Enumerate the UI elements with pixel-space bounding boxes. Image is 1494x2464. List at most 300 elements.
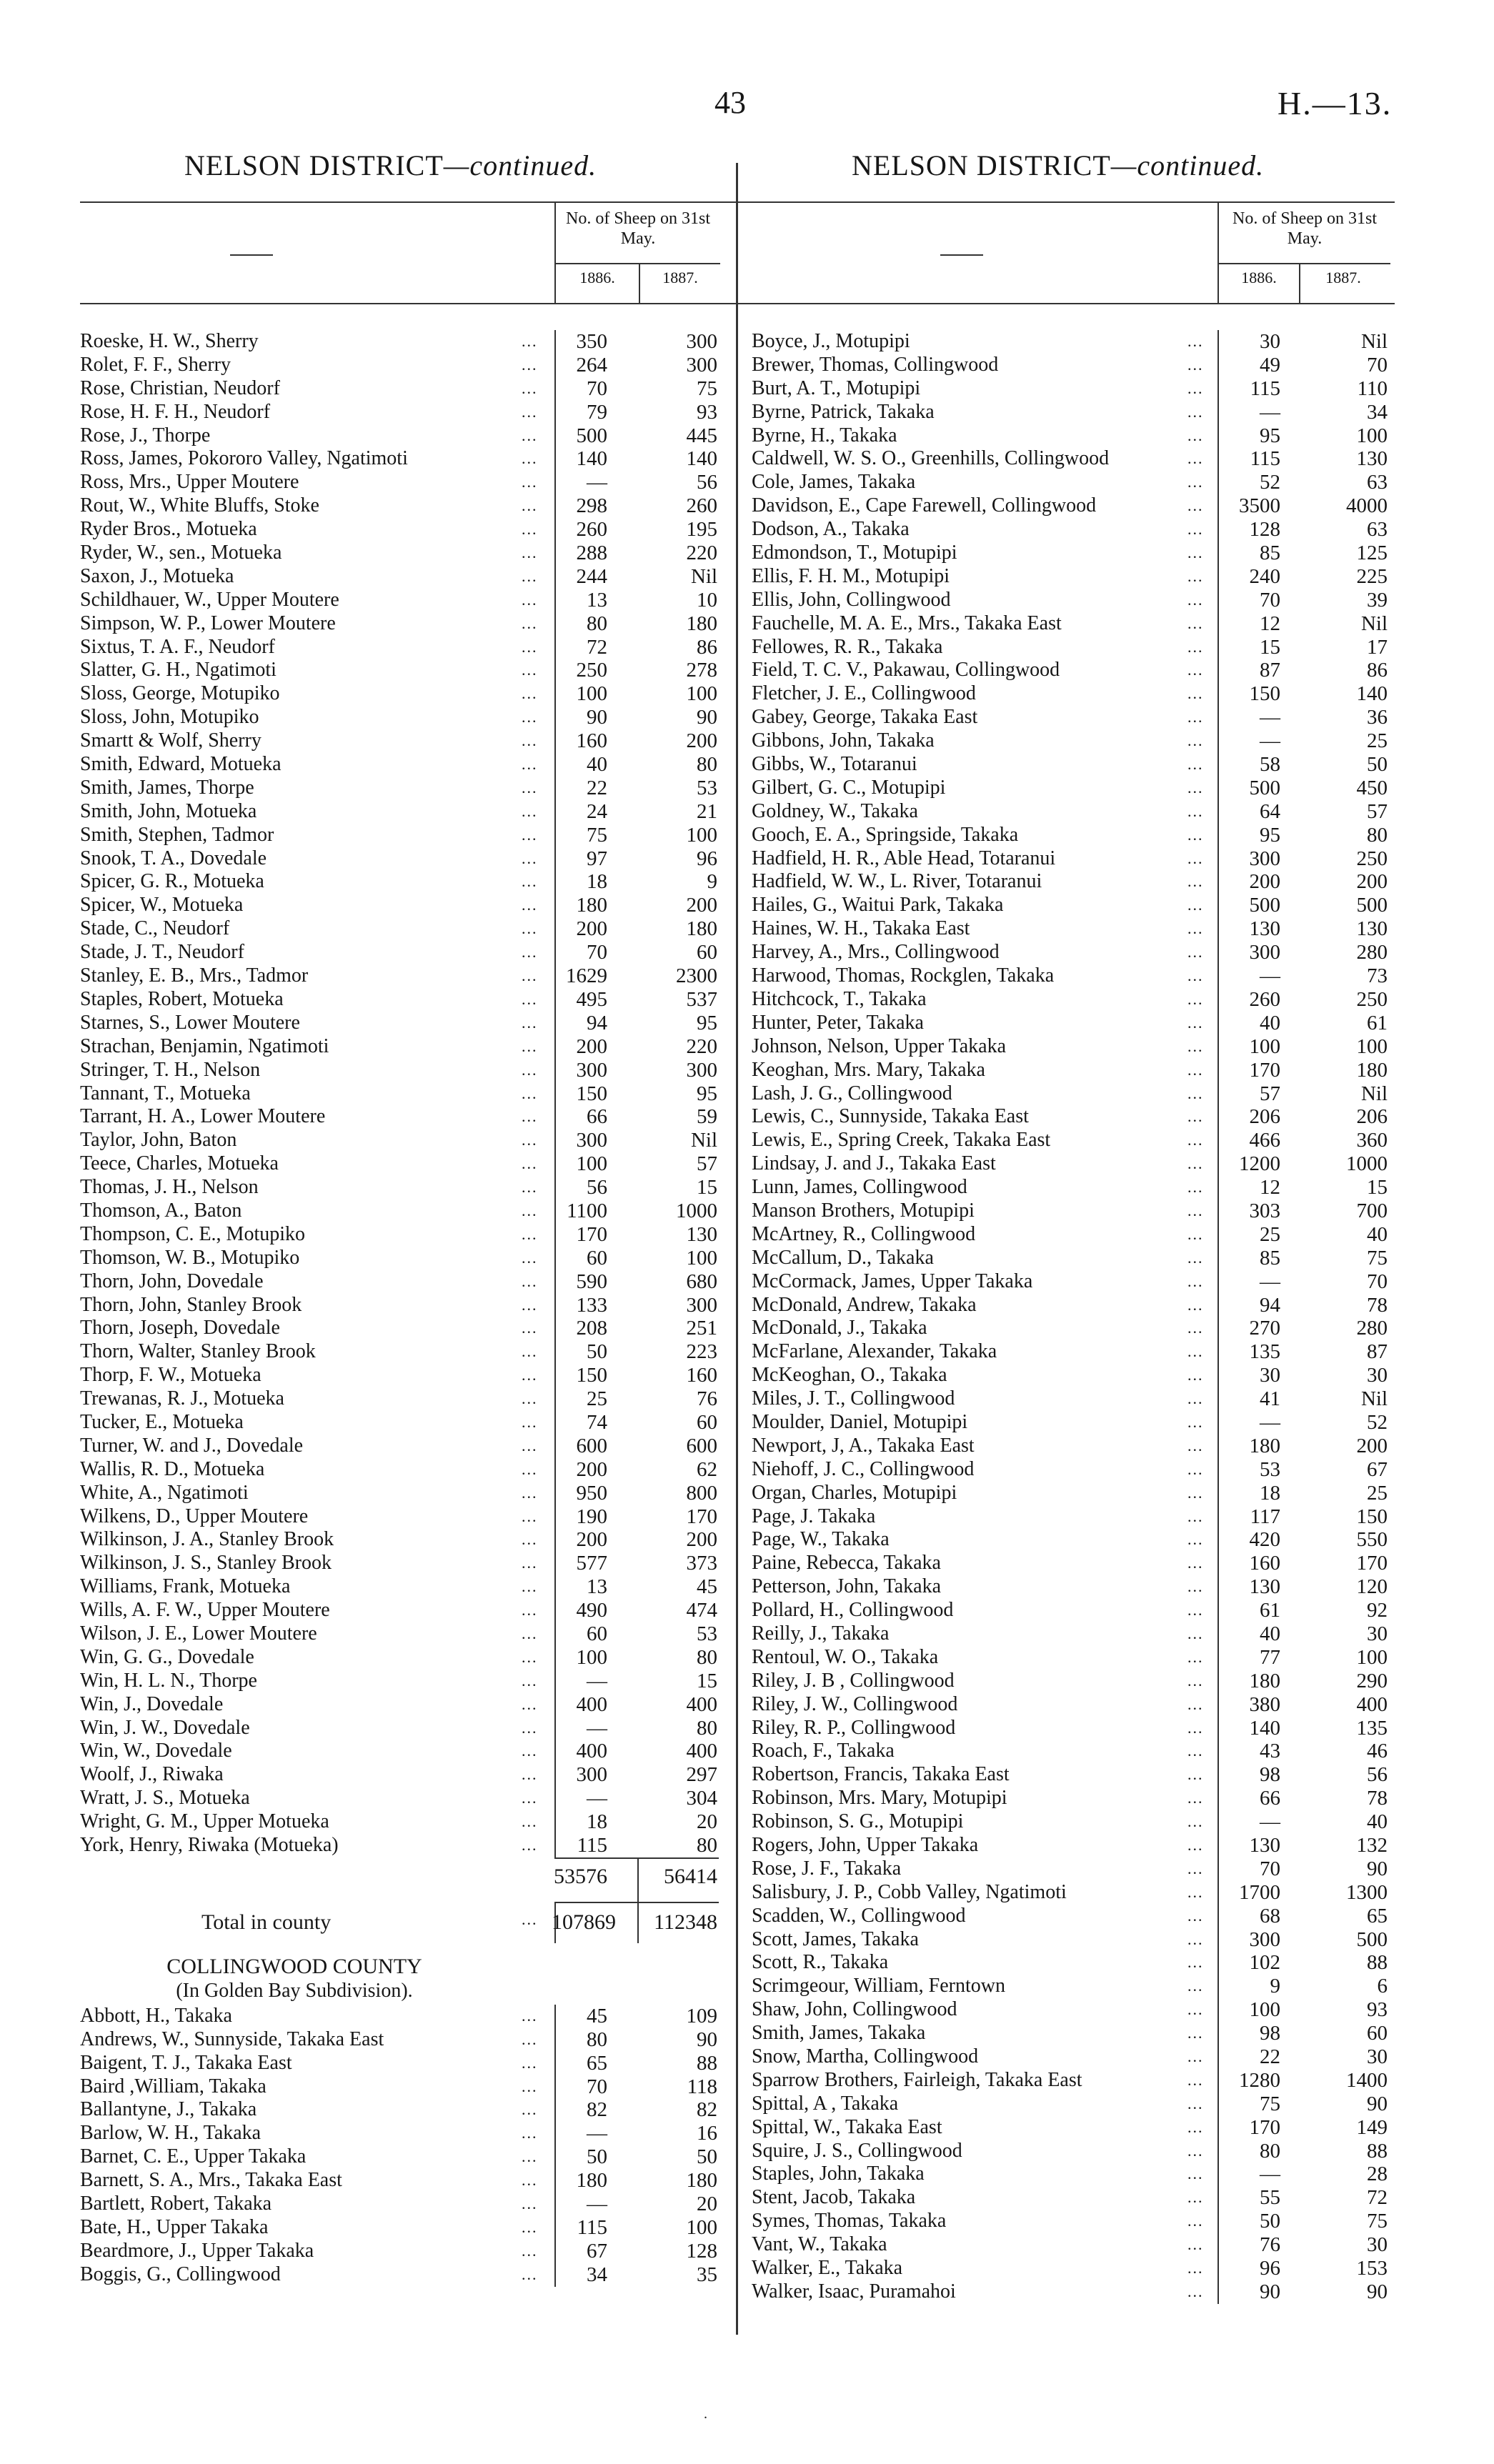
leader-dots: ... [1187, 778, 1204, 797]
owner-name: Bate, H., Upper Takaka [80, 2215, 269, 2238]
owner-name: Turner, W. and J., Dovedale [80, 1434, 304, 1457]
table-row [80, 1387, 757, 1411]
leader-dots: ... [1187, 1154, 1204, 1173]
sheep-1886: 90 [587, 706, 607, 729]
owner-name: Gibbs, W., Totaranui [752, 753, 917, 776]
owner-name: Scadden, W., Collingwood [752, 1904, 966, 1927]
leader-dots: ... [1187, 2070, 1204, 2089]
table-row [80, 729, 757, 753]
column-rule [1217, 682, 1219, 706]
table-row [752, 1387, 1395, 1411]
sheep-1886: 240 [1249, 564, 1280, 588]
leader-dots: ... [522, 1577, 538, 1596]
sheep-1886: 76 [1260, 2233, 1280, 2257]
table-row [752, 2186, 1395, 2210]
table-row [80, 1199, 757, 1223]
table-row [80, 988, 757, 1012]
sheep-1886: — [1260, 1410, 1280, 1434]
leader-dots: ... [522, 2171, 538, 2190]
leader-dots: ... [522, 1013, 538, 1032]
sheep-1887: 80 [697, 1834, 717, 1857]
owner-name: Thorp, F. W., Motueka [80, 1364, 262, 1387]
owner-name: Sloss, George, Motupiko [80, 682, 280, 705]
owner-name: Trewanas, R. J., Motueka [80, 1387, 284, 1410]
sheep-1886: — [587, 2193, 607, 2216]
owner-name: Tannant, T., Motueka [80, 1082, 251, 1104]
owner-name: Ryder Bros., Motueka [80, 518, 257, 541]
leader-dots: ... [1187, 872, 1204, 891]
table-row [80, 612, 757, 636]
leader-dots: ... [1187, 497, 1204, 515]
sheep-1886: 115 [1250, 447, 1280, 471]
sheep-1886: 70 [587, 2075, 607, 2098]
owner-name: McDonald, Andrew, Takaka [752, 1293, 977, 1316]
sheep-1887: 373 [686, 1552, 717, 1575]
owner-name: Thorn, John, Stanley Brook [80, 1293, 302, 1316]
table-row [752, 894, 1395, 917]
leader-dots: ... [522, 544, 538, 562]
table-row [80, 2098, 757, 2122]
sheep-1886: 200 [576, 1457, 607, 1481]
owner-name: Wills, A. F. W., Upper Moutere [80, 1599, 330, 1622]
table-row [752, 1105, 1395, 1129]
column-rule [1217, 1364, 1219, 1387]
sheep-1887: 109 [686, 2004, 717, 2027]
owner-name: Keoghan, Mrs. Mary, Takaka [752, 1058, 985, 1081]
sheep-1886: 94 [587, 1011, 607, 1034]
sheep-1887: 15 [1367, 1176, 1388, 1199]
column-rule [1217, 330, 1219, 354]
sheep-1886: 260 [576, 518, 607, 542]
table-row [752, 1552, 1395, 1575]
sheep-1887: Nil [690, 1129, 717, 1152]
sheep-1887: 36 [1367, 706, 1388, 729]
sheep-1887: 149 [1356, 2115, 1388, 2139]
sheep-1886: 66 [1260, 1787, 1280, 1810]
table-row [752, 354, 1395, 377]
leader-dots: ... [1187, 1765, 1204, 1784]
leader-dots: ... [522, 497, 538, 515]
sheep-1887: 200 [686, 894, 717, 917]
owner-name: Field, T. C. V., Pakawau, Collingwood [752, 659, 1060, 682]
owner-name: Hadfield, H. R., Able Head, Totaranui [752, 847, 1056, 869]
owner-name: Stade, C., Neudorf [80, 917, 230, 940]
table-row [752, 659, 1395, 682]
leader-dots: ... [522, 778, 538, 797]
column-rule [1217, 1810, 1219, 1834]
table-row [80, 1458, 757, 1482]
table-row [752, 847, 1395, 871]
sheep-1886: 61 [1260, 1599, 1280, 1622]
sheep-1887: 88 [1367, 1951, 1388, 1975]
owner-name: Baird ,William, Takaka [80, 2075, 267, 2098]
sheep-1887: 95 [697, 1011, 717, 1034]
sheep-1887: 87 [1367, 1340, 1388, 1364]
leader-dots: ... [1187, 1930, 1204, 1948]
leader-dots: ... [522, 1647, 538, 1666]
table-row [80, 1012, 757, 1035]
sheep-1886: — [1260, 1810, 1280, 1834]
table-row [80, 2263, 757, 2287]
sheep-1886: 3500 [1239, 494, 1280, 518]
table-row [80, 494, 757, 518]
column-rule [1217, 988, 1219, 1012]
table-row [80, 1247, 757, 1270]
sheep-1886: 49 [1260, 353, 1280, 376]
table-row [752, 1035, 1395, 1059]
left-section-title: NELSON DISTRICT—continued. [184, 149, 597, 181]
column-rule [1217, 1435, 1219, 1458]
owner-name: Spittal, W., Takaka East [752, 2115, 942, 2138]
sheep-1887: 17 [1367, 635, 1388, 659]
sheep-1886: 208 [576, 1317, 607, 1340]
owner-name: Walker, E., Takaka [752, 2257, 903, 2280]
owner-name: Wallis, R. D., Motueka [80, 1457, 265, 1480]
owner-name: Lash, J. G., Collingwood [752, 1082, 952, 1104]
leader-dots: ... [522, 1037, 538, 1055]
sheep-1886: 94 [1260, 1293, 1280, 1317]
owner-name: Spittal, A , Takaka [752, 2092, 899, 2115]
leader-dots: ... [1187, 2212, 1204, 2230]
leader-dots: ... [522, 1154, 538, 1173]
column-rule [1217, 2116, 1219, 2140]
table-row [752, 1787, 1395, 1810]
column-rule [1217, 800, 1219, 824]
owner-name: Abbott, H., Takaka [80, 2004, 232, 2027]
owner-name: Thorn, Walter, Stanley Brook [80, 1340, 316, 1363]
leader-dots: ... [522, 590, 538, 609]
sheep-1887: 63 [1367, 518, 1388, 542]
sheep-1886: 115 [1250, 376, 1280, 400]
column-rule [1217, 1105, 1219, 1129]
column-rule [1217, 424, 1219, 448]
sheep-1887: 220 [686, 542, 717, 565]
owner-name: Sixtus, T. A. F., Neudorf [80, 635, 275, 658]
sheep-1886: 41 [1260, 1387, 1280, 1411]
owner-name: Cole, James, Takaka [752, 471, 916, 494]
leader-dots: ... [1187, 1390, 1204, 1408]
column-rule [1217, 1317, 1219, 1340]
column-rule [1217, 1787, 1219, 1810]
table-row [752, 518, 1395, 542]
column-rule [1217, 2257, 1219, 2280]
sheep-1886: 200 [576, 1528, 607, 1552]
sheep-1887: 72 [1367, 2186, 1388, 2210]
sheep-1886: 500 [1249, 894, 1280, 917]
sheep-1886: 140 [1249, 1716, 1280, 1740]
sheep-1886: 380 [1249, 1692, 1280, 1716]
owner-name: Salisbury, J. P., Cobb Valley, Ngatimoti [752, 1880, 1067, 1903]
sheep-1887: 150 [1356, 1505, 1388, 1528]
sheep-1886: 115 [577, 1834, 607, 1857]
table-row [80, 2052, 757, 2075]
table-row [80, 1482, 757, 1505]
sheep-1887: 96 [697, 847, 717, 870]
owner-name: Lewis, C., Sunnyside, Takaka East [752, 1105, 1029, 1128]
sheep-1887: 57 [697, 1152, 717, 1176]
sheep-1887: 60 [697, 941, 717, 964]
leader-dots: ... [1187, 1953, 1204, 1972]
column-rule [1217, 1975, 1219, 1998]
sheep-1887: 300 [686, 1058, 717, 1082]
owner-name: Stanley, E. B., Mrs., Tadmor [80, 964, 309, 987]
table-row [752, 2257, 1395, 2280]
sheep-1887: 75 [697, 376, 717, 400]
table-row [752, 1435, 1395, 1458]
sheep-1887: 78 [1367, 1787, 1388, 1810]
leader-dots: ... [522, 967, 538, 985]
table-row [80, 565, 757, 589]
table-row [80, 1364, 757, 1387]
sheep-1887: 128 [686, 2239, 717, 2263]
sheep-1886: 1100 [567, 1199, 607, 1222]
year-1887-header: 1887. [662, 269, 698, 286]
owner-name: Smartt & Wolf, Sherry [80, 729, 262, 752]
sheep-1886: 260 [1249, 987, 1280, 1011]
leader-dots: ... [522, 449, 538, 468]
sheep-1887: 95 [697, 1082, 717, 1105]
owner-name: Smith, John, Motueka [80, 799, 257, 822]
year-1886-header: 1886. [579, 269, 615, 286]
table-row [80, 706, 757, 729]
column-rule [1217, 1059, 1219, 1082]
sheep-1887: 280 [1356, 1317, 1388, 1340]
owner-name: Thorn, John, Dovedale [80, 1270, 264, 1292]
owner-name: Hadfield, W. W., L. River, Totaranui [752, 870, 1042, 893]
sheep-1886: 466 [1249, 1129, 1280, 1152]
column-rule [1217, 870, 1219, 894]
leader-dots: ... [1187, 1836, 1204, 1854]
sheep-1886: 55 [1260, 2186, 1280, 2210]
sheep-1886: 100 [576, 1152, 607, 1176]
sheep-1886: 288 [576, 542, 607, 565]
sheep-1886: 117 [1250, 1505, 1280, 1528]
table-row [80, 1411, 757, 1435]
column-rule [1217, 753, 1219, 777]
sheep-1886: 98 [1260, 2022, 1280, 2045]
leader-dots: ... [1187, 1789, 1204, 1807]
sheep-1887: 278 [686, 659, 717, 682]
column-rule [1217, 777, 1219, 800]
owner-name: Boggis, G., Collingwood [80, 2263, 281, 2285]
sheep-1886: 12 [1260, 612, 1280, 635]
leader-dots: ... [1187, 1695, 1204, 1713]
sheep-1887: 40 [1367, 1222, 1388, 1246]
column-rule [1217, 1176, 1219, 1199]
sheep-1886: 85 [1260, 542, 1280, 565]
owner-name: Hailes, G., Waitui Park, Takaka [752, 894, 1004, 917]
sheep-1887: 118 [687, 2075, 717, 2098]
owner-name: Barlow, W. H., Takaka [80, 2122, 262, 2145]
column-rule [1217, 1270, 1219, 1294]
owner-name: McDonald, J., Takaka [752, 1317, 927, 1340]
owner-name: Moulder, Daniel, Motupipi [752, 1410, 968, 1433]
table-row [752, 777, 1395, 800]
owner-name: Haines, W. H., Takaka East [752, 917, 970, 940]
sheep-1887: 76 [697, 1387, 717, 1411]
sheep-1887: 680 [686, 1270, 717, 1293]
owner-name: Tarrant, H. A., Lower Moutere [80, 1105, 326, 1128]
owner-name: Caldwell, W. S. O., Greenhills, Collingwood [752, 447, 1110, 470]
sheep-1886: 50 [1260, 2210, 1280, 2233]
sheep-1887: 160 [686, 1364, 717, 1387]
sheep-1887: 500 [1356, 1927, 1388, 1951]
left-table-header [80, 201, 757, 304]
sheep-1887: 360 [1356, 1129, 1388, 1152]
sheep-1886: 66 [587, 1105, 607, 1129]
leader-dots: ... [1187, 544, 1204, 562]
leader-dots: ... [1187, 1882, 1204, 1901]
leader-dots: ... [1187, 1201, 1204, 1219]
sheep-1887: 200 [686, 1528, 717, 1552]
owner-name: Win, J. W., Dovedale [80, 1716, 250, 1739]
sheep-1886: 495 [576, 987, 607, 1011]
sheep-1886: 206 [1249, 1105, 1280, 1129]
owner-name: Ryder, W., sen., Motueka [80, 542, 282, 564]
leader-dots: ... [1187, 590, 1204, 609]
sheep-1886: 180 [1249, 1669, 1280, 1692]
owner-name: Gibbons, John, Takaka [752, 729, 935, 752]
sheep-1887: 56 [697, 471, 717, 494]
table-row [80, 401, 757, 424]
table-row [752, 1505, 1395, 1529]
column-rule [1217, 1763, 1219, 1787]
sheep-1887: 82 [697, 2098, 717, 2122]
sheep-1886: 12 [1260, 1176, 1280, 1199]
sheep-1886: 170 [1249, 1058, 1280, 1082]
sheep-1886: 300 [1249, 941, 1280, 964]
leader-dots: ... [1187, 1577, 1204, 1596]
owner-name: Staples, Robert, Motueka [80, 987, 284, 1010]
owner-name: Gabey, George, Takaka East [752, 706, 978, 729]
sheep-1887: Nil [1360, 1387, 1388, 1411]
sheep-1886: 180 [576, 2169, 607, 2193]
table-row [752, 1199, 1395, 1223]
sheep-1887: 180 [686, 2169, 717, 2193]
sheep-1887: 180 [1356, 1058, 1388, 1082]
leader-dots: ... [522, 1836, 538, 1854]
sheep-1887: 130 [1356, 447, 1388, 471]
column-rule [1217, 1834, 1219, 1857]
sheep-1886: 80 [587, 2027, 607, 2051]
sheep-1887: 45 [697, 1575, 717, 1599]
leader-dots: ... [1187, 379, 1204, 397]
table-row [752, 1599, 1395, 1622]
table-row [80, 518, 757, 542]
right-column [752, 201, 1395, 2304]
owner-name: Fletcher, J. E., Collingwood [752, 682, 976, 705]
table-row [80, 1059, 757, 1082]
table-row [80, 1270, 757, 1294]
right-table-header [752, 201, 1395, 304]
sheep-1887: 20 [697, 2193, 717, 2216]
column-rule [1217, 1458, 1219, 1482]
sheep-1887: 90 [1367, 2280, 1388, 2303]
table-row [80, 2005, 757, 2028]
owner-name: Woolf, J., Riwaka [80, 1763, 224, 1786]
sheep-1886: 74 [587, 1410, 607, 1434]
sheep-1886: 400 [576, 1692, 607, 1716]
sheep-1887: 223 [686, 1340, 717, 1364]
sheep-1887: 25 [1367, 1481, 1388, 1505]
sheep-1887: Nil [1360, 1082, 1388, 1105]
table-row [752, 1740, 1395, 1763]
leader-dots: ... [522, 1178, 538, 1197]
sheep-1886: 244 [576, 564, 607, 588]
column-rule [1217, 494, 1219, 518]
leader-dots: ... [522, 1765, 538, 1784]
owner-name: Newport, J, A., Takaka East [752, 1434, 975, 1457]
sheep-1886: 1280 [1239, 2068, 1280, 2092]
table-row [80, 1834, 757, 1857]
leader-dots: ... [1187, 967, 1204, 985]
leader-dots: ... [1187, 332, 1204, 350]
sheep-1886: 18 [587, 1810, 607, 1834]
sheep-1887: 200 [1356, 1434, 1388, 1457]
sheep-1886: 350 [576, 330, 607, 353]
owner-name: Win, J., Dovedale [80, 1692, 224, 1715]
sheep-1887: 130 [1356, 917, 1388, 941]
leader-dots: ... [522, 1507, 538, 1525]
sheep-1886: — [1260, 400, 1280, 424]
sheep-1887: 250 [1356, 987, 1388, 1011]
sheep-1887: 56 [1367, 1763, 1388, 1787]
sheep-1886: 30 [1260, 1364, 1280, 1387]
column-rule [1217, 1012, 1219, 1035]
table-row [752, 964, 1395, 988]
table-row [752, 1975, 1395, 1998]
owner-name: Andrews, W., Sunnyside, Takaka East [80, 2027, 384, 2050]
column-rule [1217, 1693, 1219, 1717]
owner-name: Vant, W., Takaka [752, 2233, 887, 2256]
column-rule [1217, 377, 1219, 401]
column-rule [1217, 1528, 1219, 1552]
sheep-1886: — [587, 1716, 607, 1740]
sheep-1887: 30 [1367, 2045, 1388, 2069]
owner-name: Davidson, E., Cape Farewell, Collingwood [752, 494, 1097, 517]
sheep-1887: 400 [1356, 1692, 1388, 1716]
leader-dots: ... [522, 684, 538, 703]
column-rule [1217, 1552, 1219, 1575]
leader-dots: ... [522, 919, 538, 938]
leader-dots: ... [1187, 989, 1204, 1008]
sheep-1886: 82 [587, 2098, 607, 2122]
leader-dots: ... [1187, 1013, 1204, 1032]
left-column [80, 201, 757, 2287]
leader-dots: ... [1187, 1436, 1204, 1455]
table-row [80, 870, 757, 894]
column-rule [1217, 2280, 1219, 2304]
leader-dots: ... [1187, 1248, 1204, 1267]
sheep-1887: 30 [1367, 2233, 1388, 2257]
leader-dots: ... [1187, 2000, 1204, 2019]
table-row [752, 2140, 1395, 2163]
table-row [80, 1105, 757, 1129]
leader-dots: ... [1187, 2141, 1204, 2160]
column-rule [1217, 2045, 1219, 2069]
table-row [752, 1247, 1395, 1270]
owner-name: Roach, F., Takaka [752, 1740, 895, 1762]
sheep-1887: 100 [1356, 424, 1388, 447]
owner-name: Walker, Isaac, Puramahoi [752, 2280, 956, 2303]
sheep-1886: 600 [576, 1434, 607, 1457]
owner-name: White, A., Ngatimoti [80, 1481, 249, 1504]
leader-dots: ... [522, 1812, 538, 1831]
table-row [752, 1176, 1395, 1199]
owner-name: Hitchcock, T., Takaka [752, 987, 927, 1010]
leader-dots: ... [1187, 1366, 1204, 1385]
sheep-1887: 53 [697, 776, 717, 799]
